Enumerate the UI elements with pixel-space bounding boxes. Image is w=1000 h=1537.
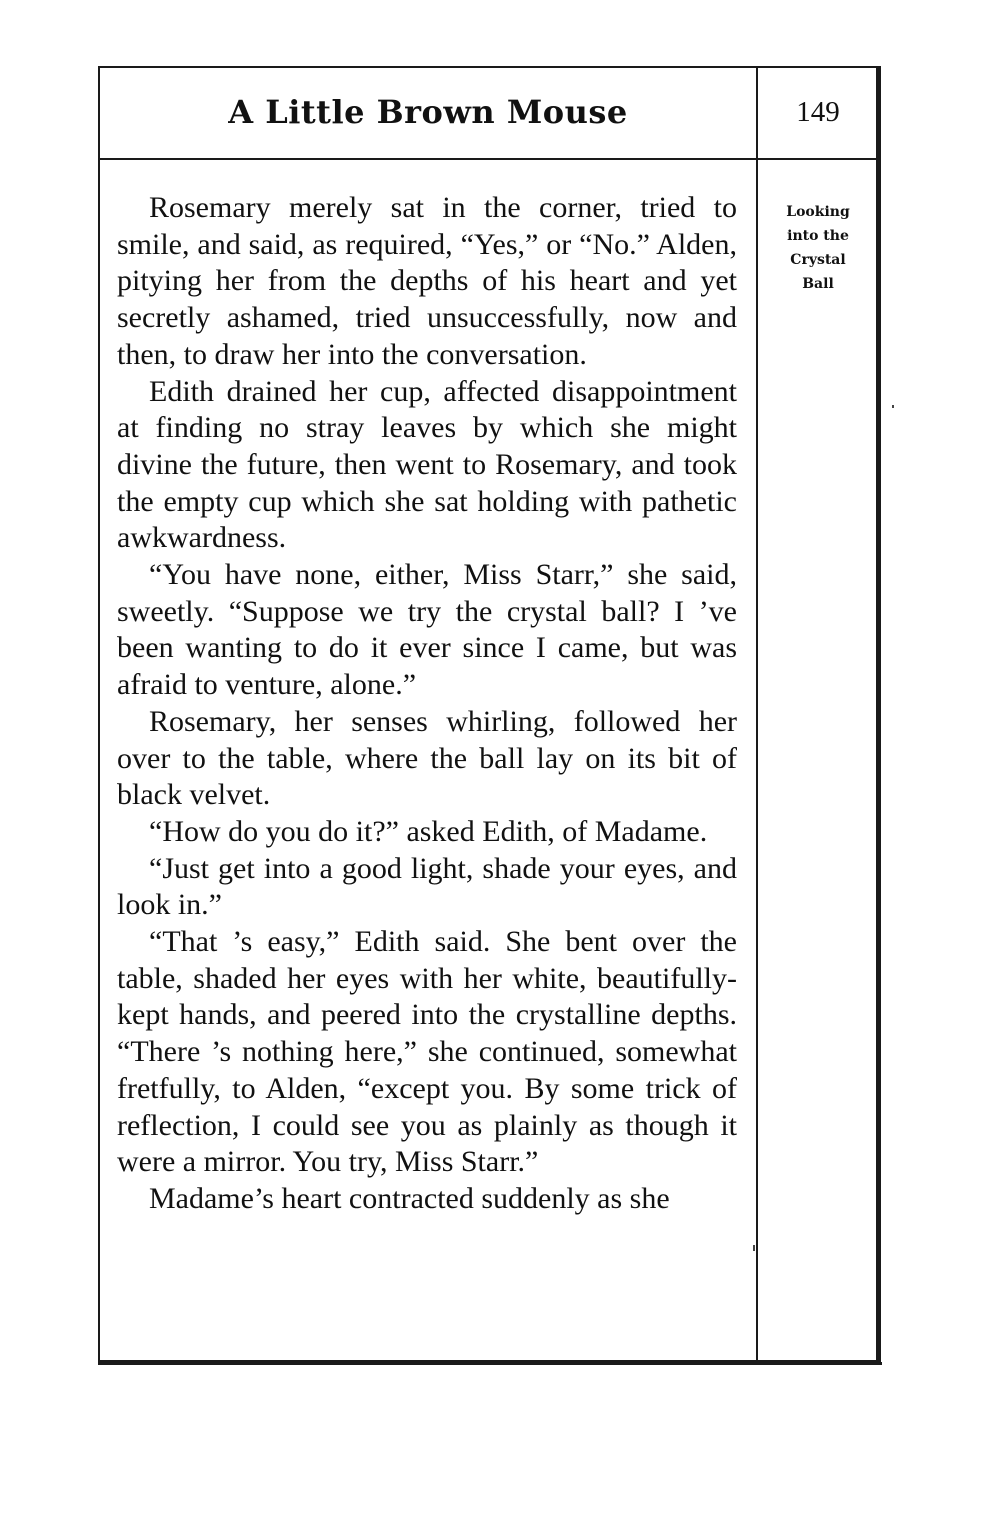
paragraph: Edith drained her cup, affected disappointment at finding no stray leaves by which she might divine the future, then went to Rosemary, and took the empty cup which she sat holding with pathetic awkwardness. [117, 374, 737, 555]
sidenote-line: into the [787, 228, 849, 244]
sidenote-line: Ball [802, 276, 834, 292]
header-rule-side [758, 158, 878, 160]
sidenote-line: Looking [786, 204, 850, 220]
paragraph: Rosemary merely sat in the corner, tried to smile, and said, as required, “Yes,” or “No.” Alden, pitying her from the depths of his heart and yet secretly ashamed, tried unsuccessfully, now and then, to draw her into the conversation. [117, 191, 737, 371]
sidenote-line: Crystal [790, 252, 846, 268]
sidenote [760, 200, 876, 296]
paragraph: “Just get into a good light, shade your eyes, and look in.” [117, 851, 737, 922]
frame-shadow-right [878, 66, 881, 1365]
paragraph: “That ’s easy,” Edith said. She bent over the table, shaded her eyes with her white, beautifully-kept hands, and peered into the crystalline depths. “There ’s nothing here,” she continued, somewhat fretfully, to Alden, “except you. By some trick of reflection, I could see you as plainly as though it were a mirror. You try, Miss Starr.” [117, 925, 737, 1179]
body-text [117, 190, 737, 1218]
scan-speck [753, 1245, 755, 1251]
paragraph: Madame’s heart contracted suddenly as she [149, 1181, 670, 1215]
paragraph: “You have none, either, Miss Starr,” she said, sweetly. “Suppose we try the crystal ball? I ’ve been wanting to do it ever since I came, but was afraid to venture, alone.” [117, 558, 737, 702]
frame-shadow-bottom [98, 1362, 882, 1365]
paragraph: Rosemary, her senses whirling, followed her over to the table, where the ball lay on its bit of black velvet. [117, 704, 737, 812]
scan-speck [892, 405, 894, 408]
page-number: 149 [796, 95, 840, 128]
margin-column-rule [756, 66, 758, 1362]
paragraph: “How do you do it?” asked Edith, of Madame. [149, 814, 708, 848]
running-title: A Little Brown Mouse [228, 93, 628, 131]
